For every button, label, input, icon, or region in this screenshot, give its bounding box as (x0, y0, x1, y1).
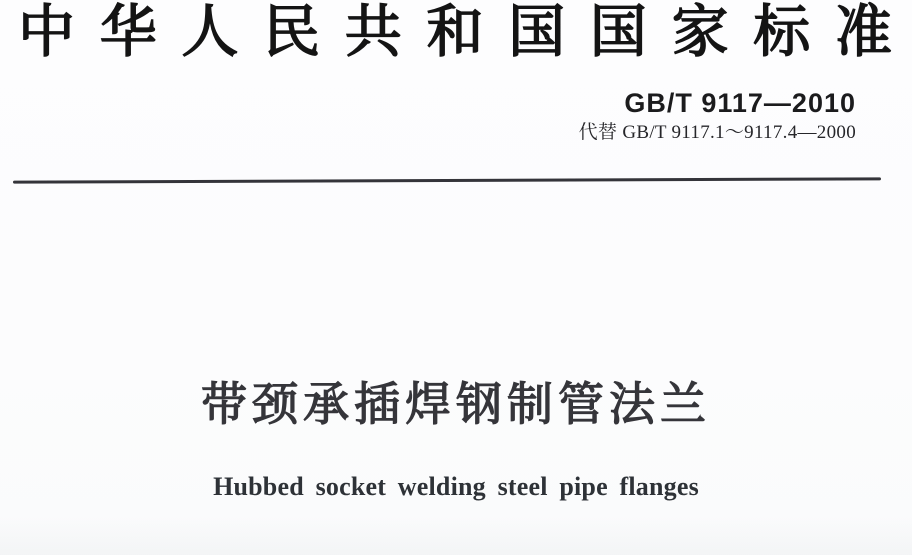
national-standard-heading: 中华人民共和国国家标准 (18, 1, 892, 64)
standard-code: GB/T 9117—2010 (624, 88, 856, 118)
header-divider-rule (13, 177, 881, 183)
scan-shading (0, 515, 912, 555)
document-title-english: Hubbed socket welding steel pipe flanges (213, 472, 699, 501)
replaces-note: 代替 GB/T 9117.1～9117.4—2000 (578, 122, 856, 143)
standard-code-block (579, 88, 856, 144)
document-title-chinese: 带颈承插焊钢制管法兰 (201, 378, 711, 430)
